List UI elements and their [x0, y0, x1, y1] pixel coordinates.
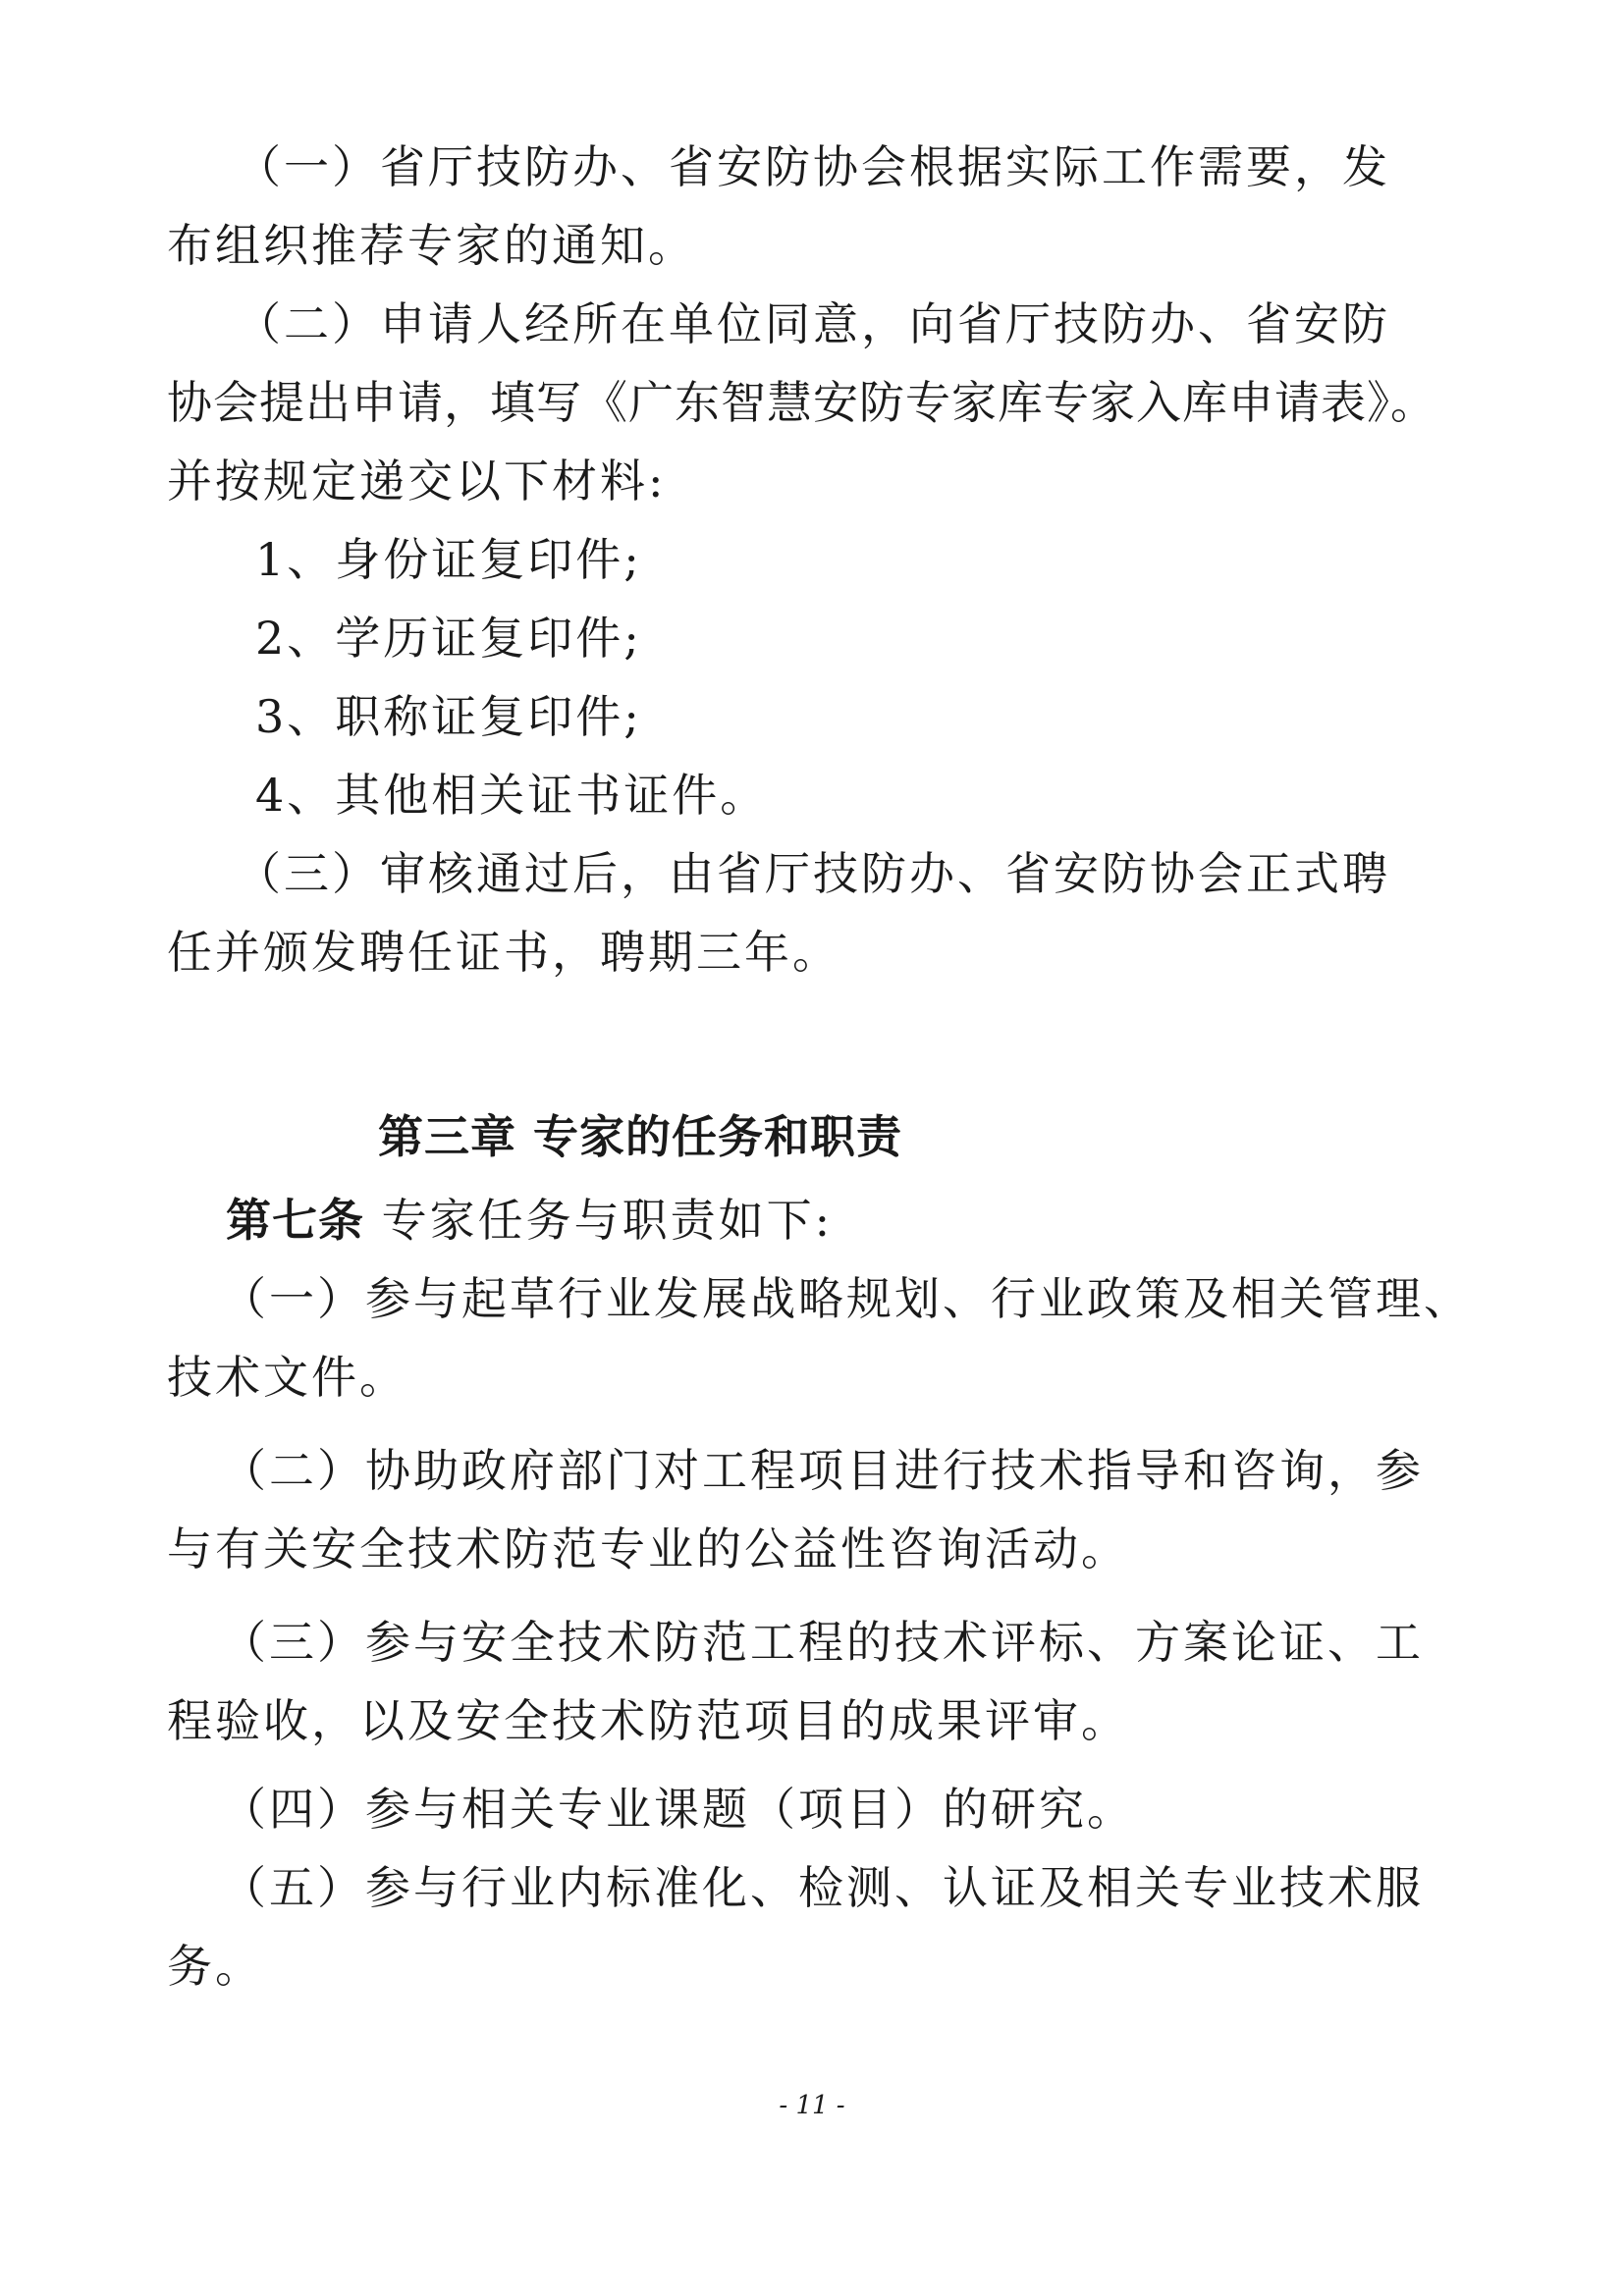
article-label: 第七条	[226, 1194, 364, 1247]
chapter-heading: 第三章 专家的任务和职责	[378, 1110, 903, 1163]
list-item: 4、其他相关证书证件。	[255, 769, 769, 822]
paragraph-line: 务。	[167, 1940, 263, 1993]
paragraph-line: 程验收，以及安全技术防范项目的成果评审。	[167, 1694, 1129, 1747]
list-item: 3、职称证复印件;	[255, 690, 642, 743]
paragraph-line: （三）审核通过后，由省厅技防办、省安防协会正式聘	[236, 847, 1390, 900]
paragraph-line: 并按规定递交以下材料:	[167, 454, 667, 507]
list-item: 2、学历证复印件;	[255, 612, 642, 665]
paragraph-line: （二）申请人经所在单位同意，向省厅技防办、省安防	[236, 297, 1390, 350]
paragraph-line: （一）参与起草行业发展战略规划、行业政策及相关管理、	[221, 1272, 1472, 1325]
paragraph-line: 与有关安全技术防范专业的公益性咨询活动。	[167, 1522, 1129, 1575]
list-item: 1、身份证复印件;	[255, 533, 642, 586]
page-number: - 11 -	[779, 2091, 845, 2120]
paragraph-line: 协会提出申请，填写《广东智慧安防专家库专家入库申请表》。	[167, 376, 1436, 429]
paragraph-line: 技术文件。	[167, 1351, 407, 1404]
article-intro-text: 专家任务与职责如下:	[364, 1194, 834, 1247]
paragraph-line: （一）省厅技防办、省安防协会根据实际工作需要，发	[236, 140, 1390, 193]
paragraph-line: （三）参与安全技术防范工程的技术评标、方案论证、工	[221, 1616, 1424, 1669]
paragraph-line: （五）参与行业内标准化、检测、认证及相关专业技术服	[221, 1861, 1424, 1914]
paragraph-line: 任并颁发聘任证书，聘期三年。	[167, 926, 840, 979]
article-intro	[226, 1193, 833, 1248]
paragraph-line: （四）参与相关专业课题（项目）的研究。	[221, 1783, 1135, 1836]
paragraph-line: （二）协助政府部门对工程项目进行技术指导和咨询，参	[221, 1444, 1424, 1497]
paragraph-line: 布组织推荐专家的通知。	[167, 219, 696, 272]
